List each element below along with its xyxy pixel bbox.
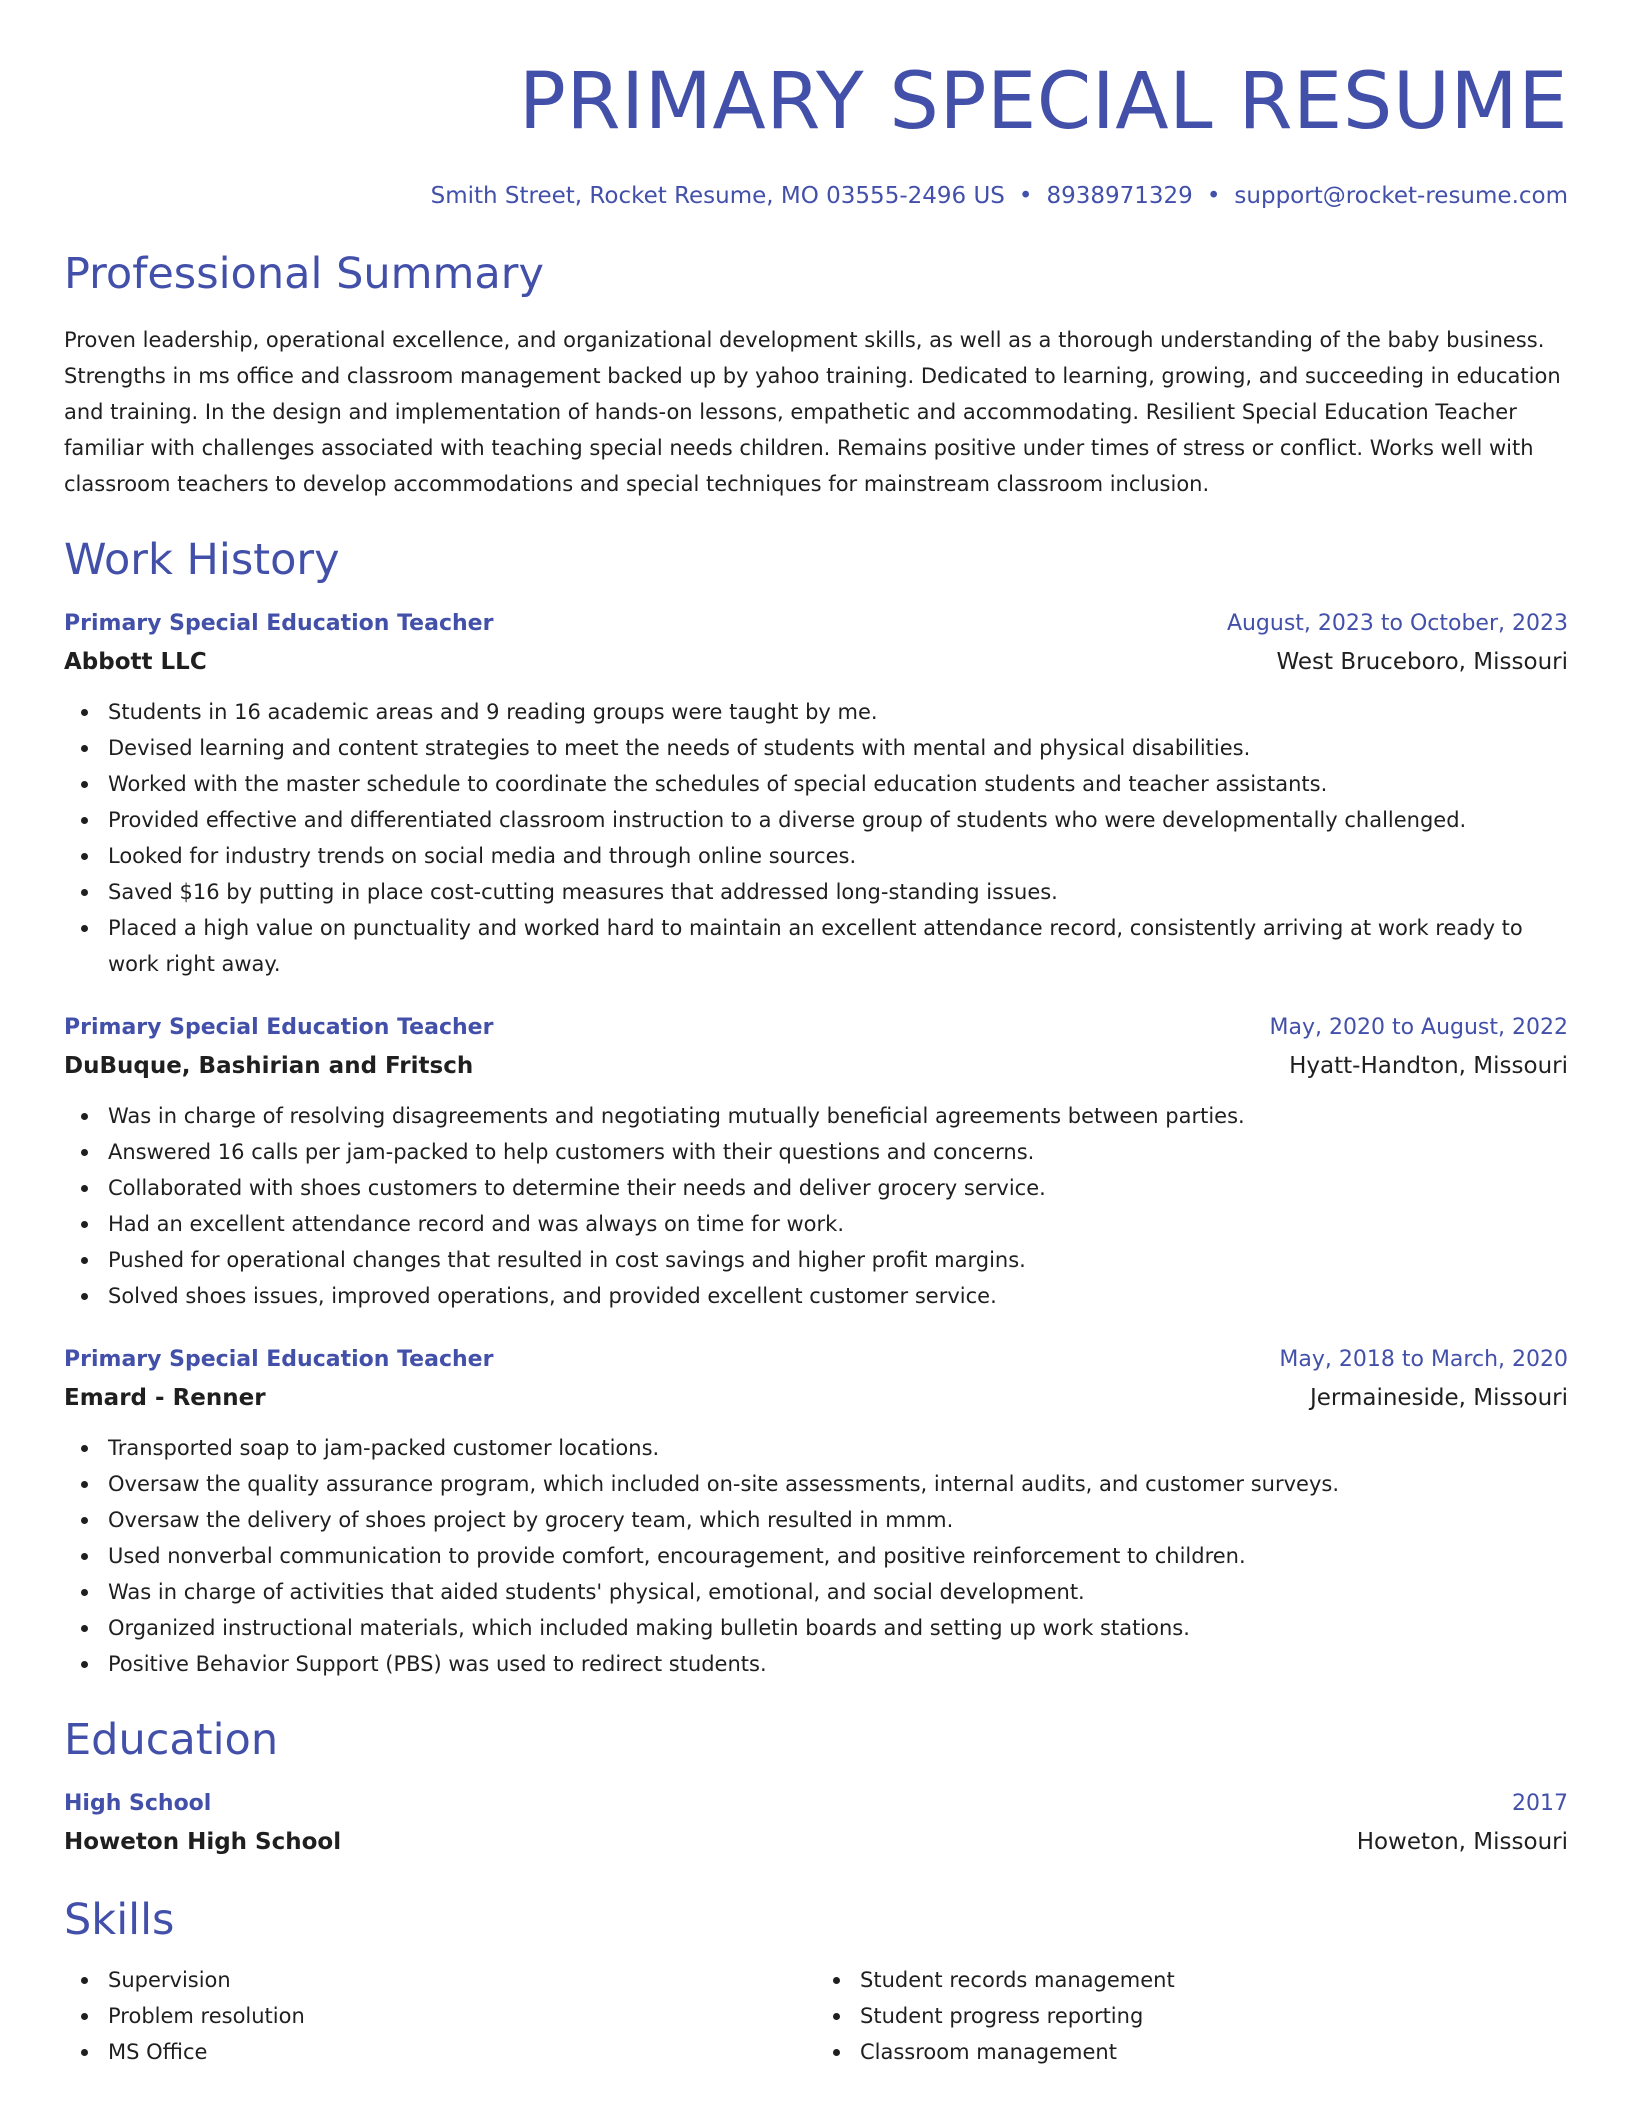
list-item: Solved shoes issues, improved operations, and provided excellent customer service. xyxy=(108,1278,1568,1314)
graduation-year: 2017 xyxy=(1512,1791,1568,1816)
job-title: Primary Special Education Teacher xyxy=(64,1347,494,1372)
list-item: Had an excellent attendance record and was always on time for work. xyxy=(108,1206,1568,1242)
summary-title: Professional Summary xyxy=(64,249,544,299)
skill-item: Student progress reporting xyxy=(860,1998,1568,2034)
skill-item: Classroom management xyxy=(860,2034,1568,2070)
job-entry xyxy=(64,1342,1568,1682)
list-item: Saved $16 by putting in place cost-cutting measures that addressed long-standing issues. xyxy=(108,874,1568,910)
job-bullets xyxy=(64,694,1568,982)
contact-address: Smith Street, Rocket Resume, MO 03555-2496 US xyxy=(430,183,1005,209)
summary-text: Proven leadership, operational excellence, and organizational development skills, as well as a thorough understanding of the baby business. Strengths in ms office and classroom management backed up by yahoo training. Dedicated to learning, growing, and succeeding in education and training. In the design and implementation of hands-on lessons, empathetic and accommodating. Resilient Special Education Teacher familiar with challenges associated with teaching special needs children. Remains positive under times of stress or conflict. Works well with classroom teachers to develop accommodations and special techniques for mainstream classroom inclusion. xyxy=(64,328,1561,496)
list-item: Used nonverbal communication to provide comfort, encouragement, and positive reinforcement to children. xyxy=(108,1538,1568,1574)
list-item: Worked with the master schedule to coordinate the schedules of special education students and teacher assistants. xyxy=(108,766,1568,802)
list-item: Oversaw the quality assurance program, which included on-site assessments, internal audits, and customer surveys. xyxy=(108,1466,1568,1502)
list-item: Provided effective and differentiated classroom instruction to a diverse group of students who were developmentally challenged. xyxy=(108,802,1568,838)
job-bullets xyxy=(64,1430,1568,1682)
skills-column-right xyxy=(816,1962,1568,2070)
school-name: Howeton High School xyxy=(64,1829,342,1855)
degree-name: High School xyxy=(64,1791,212,1816)
skills-title: Skills xyxy=(64,1895,175,1945)
list-item: Answered 16 calls per jam-packed to help customers with their questions and concerns. xyxy=(108,1134,1568,1170)
contact-email[interactable]: support@rocket-resume.com xyxy=(1234,183,1568,209)
work-history-title: Work History xyxy=(64,535,340,585)
contact-line xyxy=(64,180,1568,212)
work-history-section xyxy=(64,532,1568,1682)
skills-grid xyxy=(64,1962,1568,2070)
list-item: Transported soap to jam-packed customer locations. xyxy=(108,1430,1568,1466)
skill-item: Student records management xyxy=(860,1962,1568,1998)
job-dates: May, 2018 to March, 2020 xyxy=(1279,1347,1568,1372)
school-location: Howeton, Missouri xyxy=(1356,1829,1568,1855)
company-name: DuBuque, Bashirian and Fritsch xyxy=(64,1053,474,1079)
list-item: Pushed for operational changes that resulted in cost savings and higher profit margins. xyxy=(108,1242,1568,1278)
list-item: Oversaw the delivery of shoes project by grocery team, which resulted in mmm. xyxy=(108,1502,1568,1538)
list-item: Placed a high value on punctuality and worked hard to maintain an excellent attendance record, consistently arriving at work ready to work right away. xyxy=(108,910,1568,982)
skill-item: Supervision xyxy=(108,1962,816,1998)
list-item: Organized instructional materials, which included making bulletin boards and setting up work stations. xyxy=(108,1610,1568,1646)
resume-header xyxy=(64,52,1568,212)
company-name: Emard - Renner xyxy=(64,1385,266,1411)
job-title: Primary Special Education Teacher xyxy=(64,1015,494,1040)
skills-section xyxy=(64,1892,1568,2070)
list-item: Was in charge of resolving disagreements and negotiating mutually beneficial agreements between parties. xyxy=(108,1098,1568,1134)
company-name: Abbott LLC xyxy=(64,649,207,675)
job-bullets xyxy=(64,1098,1568,1314)
skill-item: Problem resolution xyxy=(108,1998,816,2034)
job-location: Hyatt-Handton, Missouri xyxy=(1289,1053,1568,1079)
job-location: Jermaineside, Missouri xyxy=(1309,1385,1568,1411)
list-item: Students in 16 academic areas and 9 reading groups were taught by me. xyxy=(108,694,1568,730)
skill-item: MS Office xyxy=(108,2034,816,2070)
job-entry xyxy=(64,1010,1568,1314)
list-item: Looked for industry trends on social media and through online sources. xyxy=(108,838,1568,874)
list-item: Positive Behavior Support (PBS) was used to redirect students. xyxy=(108,1646,1568,1682)
job-entry xyxy=(64,606,1568,982)
skills-column-left xyxy=(64,1962,816,2070)
contact-separator: • xyxy=(1206,183,1221,209)
contact-separator: • xyxy=(1018,183,1033,209)
list-item: Collaborated with shoes customers to determine their needs and deliver grocery service. xyxy=(108,1170,1568,1206)
job-location: West Bruceboro, Missouri xyxy=(1276,649,1568,675)
summary-section xyxy=(64,246,1568,502)
job-dates: August, 2023 to October, 2023 xyxy=(1226,611,1568,636)
education-entry xyxy=(64,1786,1568,1862)
education-section xyxy=(64,1712,1568,1862)
resume-name: PRIMARY SPECIAL RESUME xyxy=(518,57,1568,147)
list-item: Was in charge of activities that aided students' physical, emotional, and social development. xyxy=(108,1574,1568,1610)
contact-phone: 8938971329 xyxy=(1046,183,1193,209)
education-title: Education xyxy=(64,1715,279,1765)
job-dates: May, 2020 to August, 2022 xyxy=(1269,1015,1568,1040)
job-title: Primary Special Education Teacher xyxy=(64,611,494,636)
list-item: Devised learning and content strategies to meet the needs of students with mental and physical disabilities. xyxy=(108,730,1568,766)
